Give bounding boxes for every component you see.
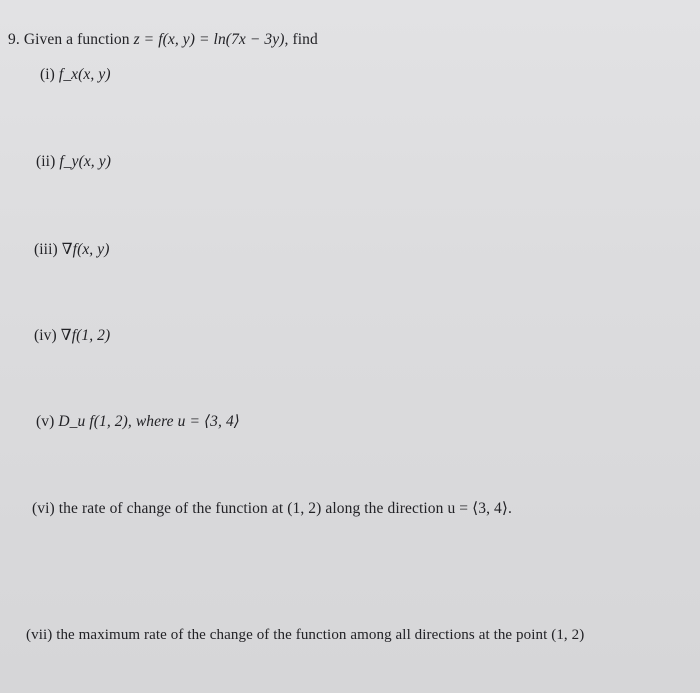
part-text: the maximum rate of the change of the function among all directions at the point (1, 2): [56, 627, 585, 643]
question-header: [8, 31, 318, 49]
part-label: (iii): [34, 241, 58, 258]
part-label: (v): [36, 413, 55, 430]
part-text: f_y(x, y): [59, 153, 111, 170]
part-vii: [26, 627, 584, 644]
part-vi: [32, 499, 512, 518]
part-ii: [36, 153, 111, 171]
part-i: [40, 66, 111, 84]
part-iv: [34, 326, 110, 345]
part-text: ∇f(1, 2): [60, 327, 111, 344]
part-label: (ii): [36, 153, 56, 170]
part-iii: [34, 240, 110, 259]
question-formula: z = f(x, y) = ln(7x − 3y),: [133, 31, 289, 48]
question-lead: Given a function: [23, 31, 130, 48]
part-text: the rate of change of the function at (1, 2) along the direction u = ⟨3, 4⟩.: [58, 500, 513, 517]
part-text: D_u f(1, 2), where u = ⟨3, 4⟩: [58, 413, 240, 430]
question-number: 9.: [8, 31, 20, 48]
part-label: (vii): [26, 627, 53, 643]
part-label: (i): [40, 66, 55, 83]
part-label: (vi): [32, 500, 55, 517]
part-label: (iv): [34, 327, 57, 344]
part-text: f_x(x, y): [58, 66, 111, 83]
part-text: ∇f(x, y): [61, 241, 110, 258]
question-tail: find: [292, 31, 318, 48]
part-v: [36, 412, 240, 431]
